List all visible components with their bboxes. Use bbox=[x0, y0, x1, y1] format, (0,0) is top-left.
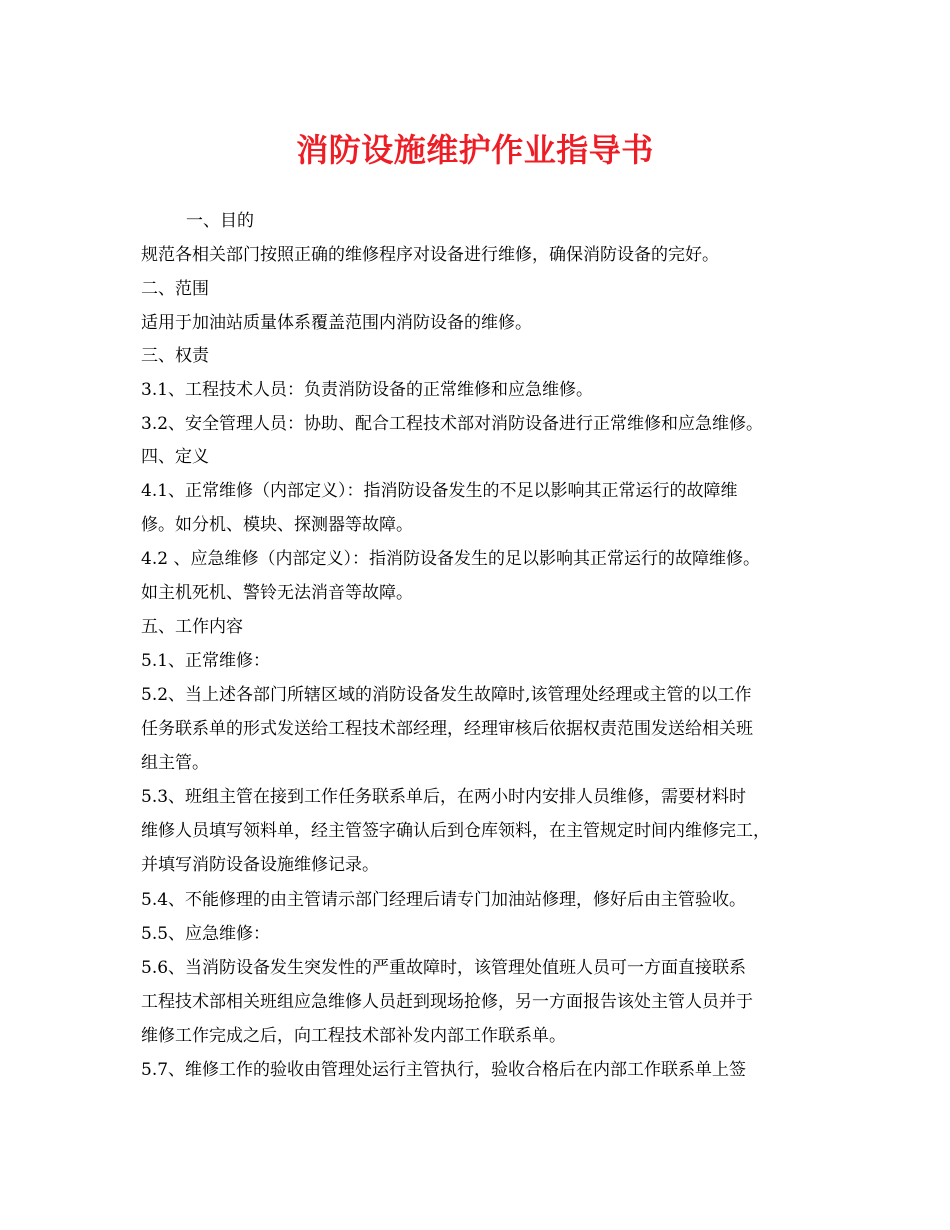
paragraph-line: 3.1、工程技术人员：负责消防设备的正常维修和应急维修。 bbox=[141, 380, 594, 400]
paragraph-line: 适用于加油站质量体系覆盖范围内消防设备的维修。 bbox=[141, 313, 532, 333]
paragraph-line: 5.2、当上述各部门所辖区域的消防设备发生故障时,该管理处经理或主管的以工作 bbox=[141, 685, 752, 705]
paragraph-line: 修。如分机、模块、探测器等故障。 bbox=[141, 515, 413, 535]
paragraph-line: 4.1、正常维修（内部定义）：指消防设备发生的不足以影响其正常运行的故障维 bbox=[141, 481, 738, 501]
document-title: 消防设施维护作业指导书 bbox=[296, 131, 654, 169]
paragraph-line: 并填写消防设备设施维修记录。 bbox=[141, 855, 379, 875]
paragraph-line: 5.4、不能修理的由主管请示部门经理后请专门加油站修理，修好后由主管验收。 bbox=[141, 890, 747, 910]
paragraph-line: 5.5、应急维修： bbox=[141, 924, 271, 944]
paragraph-line: 4.2 、应急维修（内部定义）：指消防设备发生的足以影响其正常运行的故障维修。 bbox=[141, 549, 760, 569]
paragraph-line: 3.2、安全管理人员：协助、配合工程技术部对消防设备进行正常维修和应急维修。 bbox=[141, 414, 764, 434]
section-heading-definition: 四、定义 bbox=[141, 447, 209, 467]
paragraph-line: 维修人员填写领料单，经主管签字确认后到仓库领料，在主管规定时间内维修完工， bbox=[141, 821, 770, 841]
paragraph-line: 工程技术部相关班组应急维修人员赶到现场抢修，另一方面报告该处主管人员并于 bbox=[141, 992, 753, 1012]
paragraph-line: 如主机死机、警铃无法消音等故障。 bbox=[141, 583, 413, 603]
section-heading-purpose: 一、目的 bbox=[186, 211, 254, 231]
section-heading-work-content: 五、工作内容 bbox=[141, 617, 243, 637]
paragraph-line: 5.7、维修工作的验收由管理处运行主管执行，验收合格后在内部工作联系单上签 bbox=[141, 1060, 747, 1080]
paragraph-line: 组主管。 bbox=[141, 753, 209, 773]
section-heading-scope: 二、范围 bbox=[141, 279, 209, 299]
section-heading-responsibility: 三、权责 bbox=[141, 346, 209, 366]
paragraph-line: 5.6、当消防设备发生突发性的严重故障时，该管理处值班人员可一方面直接联系 bbox=[141, 958, 747, 978]
paragraph-line: 规范各相关部门按照正确的维修程序对设备进行维修，确保消防设备的完好。 bbox=[141, 245, 719, 265]
paragraph-line: 5.3、班组主管在接到工作任务联系单后，在两小时内安排人员维修，需要材料时 bbox=[141, 787, 747, 807]
paragraph-line: 5.1、正常维修： bbox=[141, 651, 271, 671]
paragraph-line: 任务联系单的形式发送给工程技术部经理，经理审核后依据权责范围发送给相关班 bbox=[141, 719, 753, 739]
paragraph-line: 维修工作完成之后，向工程技术部补发内部工作联系单。 bbox=[141, 1026, 566, 1046]
